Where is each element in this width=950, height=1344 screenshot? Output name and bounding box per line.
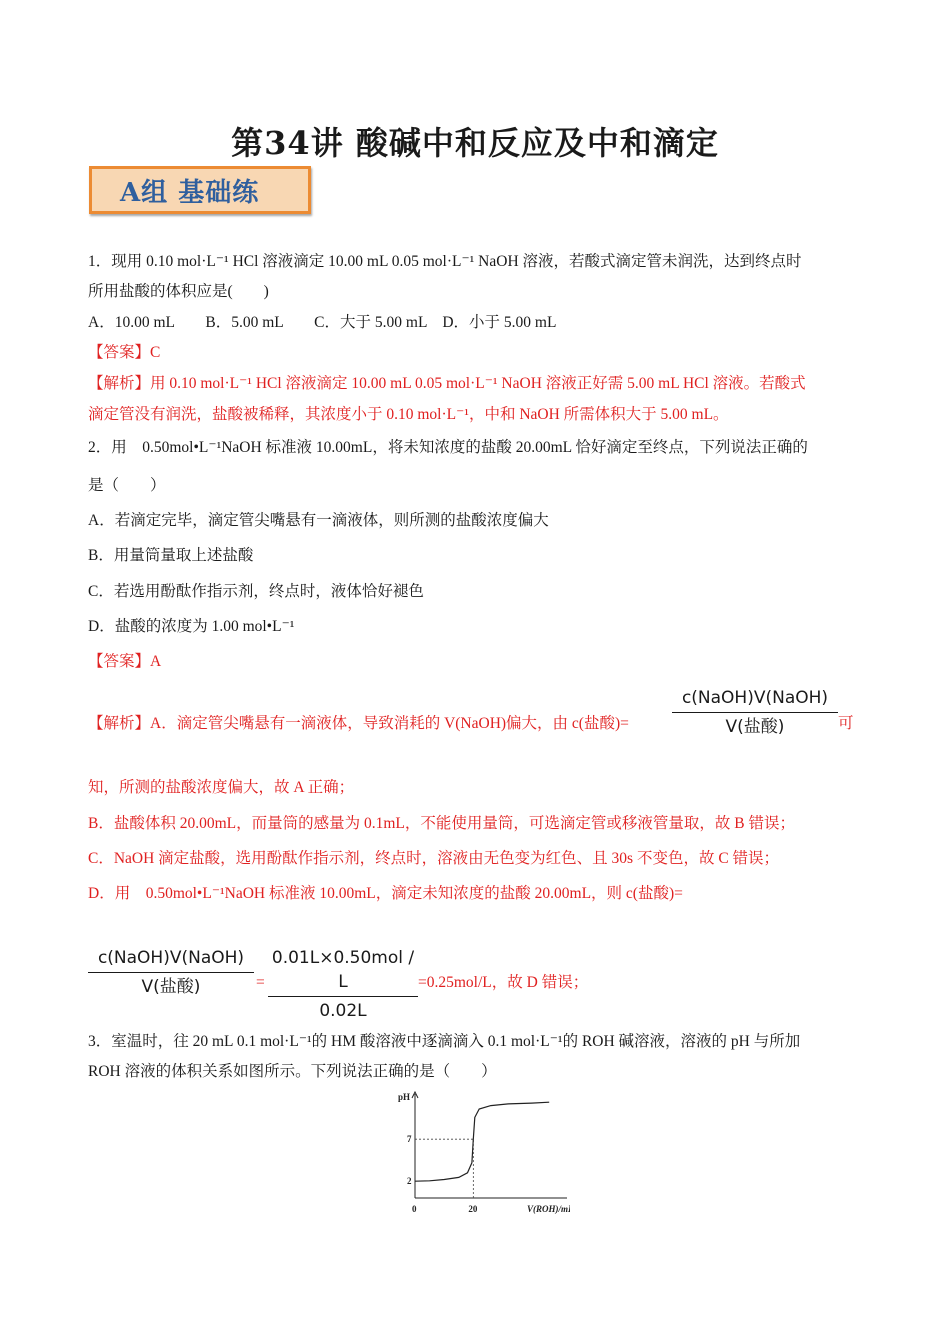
y-tick-label: 2 (407, 1176, 412, 1187)
formula-fraction-3 (268, 946, 418, 1023)
q2-stem-line1: 2．用 0.50mol•L⁻¹NaOH 标准液 10.00mL，将未知浓度的盐酸 20.00mL 恰好滴定至终点，下列说法正确的 (88, 439, 808, 456)
group-banner (89, 166, 311, 214)
formula-fraction-2 (88, 946, 254, 999)
x-tick-label: 20 (468, 1204, 478, 1214)
q2-option-c: C．若选用酚酞作指示剂，终点时，液体恰好褪色 (88, 583, 424, 600)
q2-option-a: A．若滴定完毕，滴定管尖嘴悬有一滴液体，则所测的盐酸浓度偏大 (88, 512, 549, 529)
fraction-bar (672, 712, 838, 713)
q1-stem-line1: 1．现用 0.10 mol·L⁻¹ HCl 溶液滴定 10.00 mL 0.05 mol·L⁻¹ NaOH 溶液，若酸式滴定管未润洗，达到终点时 (88, 253, 802, 270)
q2-analysis-d-end: =0.25mol/L，故 D 错误； (418, 974, 589, 991)
x-axis-label: V(ROH)/mL (527, 1204, 570, 1214)
fraction-numerator: 0.01L×0.50mol / L (271, 948, 415, 992)
q2-analysis-b: B．盐酸体积 20.00mL，而量筒的感量为 0.1mL，不能使用量筒，可选滴定管或移液管量取，故 B 错误； (88, 815, 795, 832)
fraction-denominator: 0.02L (319, 1001, 367, 1021)
page-title: 第34讲 酸碱中和反应及中和滴定 (231, 124, 719, 162)
y-axis-label: pH (398, 1092, 411, 1102)
q2-analysis-a-cont: 知，所测的盐酸浓度偏大，故 A 正确； (88, 779, 355, 796)
q2-stem-line2: 是（ ） (88, 477, 166, 494)
fraction-numerator: c(NaOH)V(NaOH) (97, 948, 245, 968)
x-tick-label: 0 (412, 1204, 417, 1214)
q3-stem-line2: ROH 溶液的体积关系如图所示。下列说法正确的是（ ） (88, 1063, 497, 1080)
q2-analysis-c: C．NaOH 滴定盐酸，选用酚酞作指示剂，终点时，溶液由无色变为红色、且 30s 不变色，故 C 错误； (88, 850, 780, 867)
q2-option-b: B．用量筒量取上述盐酸 (88, 547, 254, 564)
fraction-bar (88, 972, 254, 973)
q1-analysis-line1: 【解析】用 0.10 mol·L⁻¹ HCl 溶液滴定 10.00 mL 0.05 mol·L⁻¹ NaOH 溶液正好需 5.00 mL HCl 溶液。若酸式 (88, 375, 806, 392)
q1-options: A．10.00 mL B．5.00 mL C．大于 5.00 mL D．小于 5.00 mL (88, 314, 557, 331)
q1-analysis-line2: 滴定管没有润洗，盐酸被稀释，其浓度小于 0.10 mol·L⁻¹，中和 NaOH 所需体积大于 5.00 mL。 (88, 406, 729, 423)
q2-analysis-a: 【解析】A．滴定管尖嘴悬有一滴液体，导致消耗的 V(NaOH)偏大，由 c(盐酸)= (88, 715, 629, 732)
fraction-bar (268, 996, 418, 997)
q2-option-d: D．盐酸的浓度为 1.00 mol•L⁻¹ (88, 618, 295, 635)
q1-answer: 【答案】C (88, 344, 161, 361)
q2-answer: 【答案】A (88, 653, 162, 670)
titration-chart-svg (390, 1088, 570, 1218)
q1-stem-line2: 所用盐酸的体积应是( ) (88, 283, 269, 300)
equals-sign: = (256, 974, 265, 991)
titration-chart (390, 1088, 570, 1218)
ph-curve (415, 1102, 549, 1181)
y-tick-label: 7 (407, 1134, 412, 1145)
q2-analysis-a-tail: 可 (838, 715, 854, 732)
fraction-numerator: c(NaOH)V(NaOH) (681, 688, 829, 708)
q3-stem-line1: 3．室温时，往 20 mL 0.1 mol·L⁻¹的 HM 酸溶液中逐滴滴入 0.1 mol·L⁻¹的 ROH 碱溶液，溶液的 pH 与所加 (88, 1033, 801, 1050)
formula-fraction-1 (672, 686, 838, 739)
fraction-denominator: V(盐酸) (725, 717, 785, 737)
group-label: A组 基础练 (120, 177, 260, 208)
q2-analysis-d: D．用 0.50mol•L⁻¹NaOH 标准液 10.00mL，滴定未知浓度的盐酸 20.00mL，则 c(盐酸)= (88, 885, 683, 902)
fraction-denominator: V(盐酸) (141, 977, 201, 997)
